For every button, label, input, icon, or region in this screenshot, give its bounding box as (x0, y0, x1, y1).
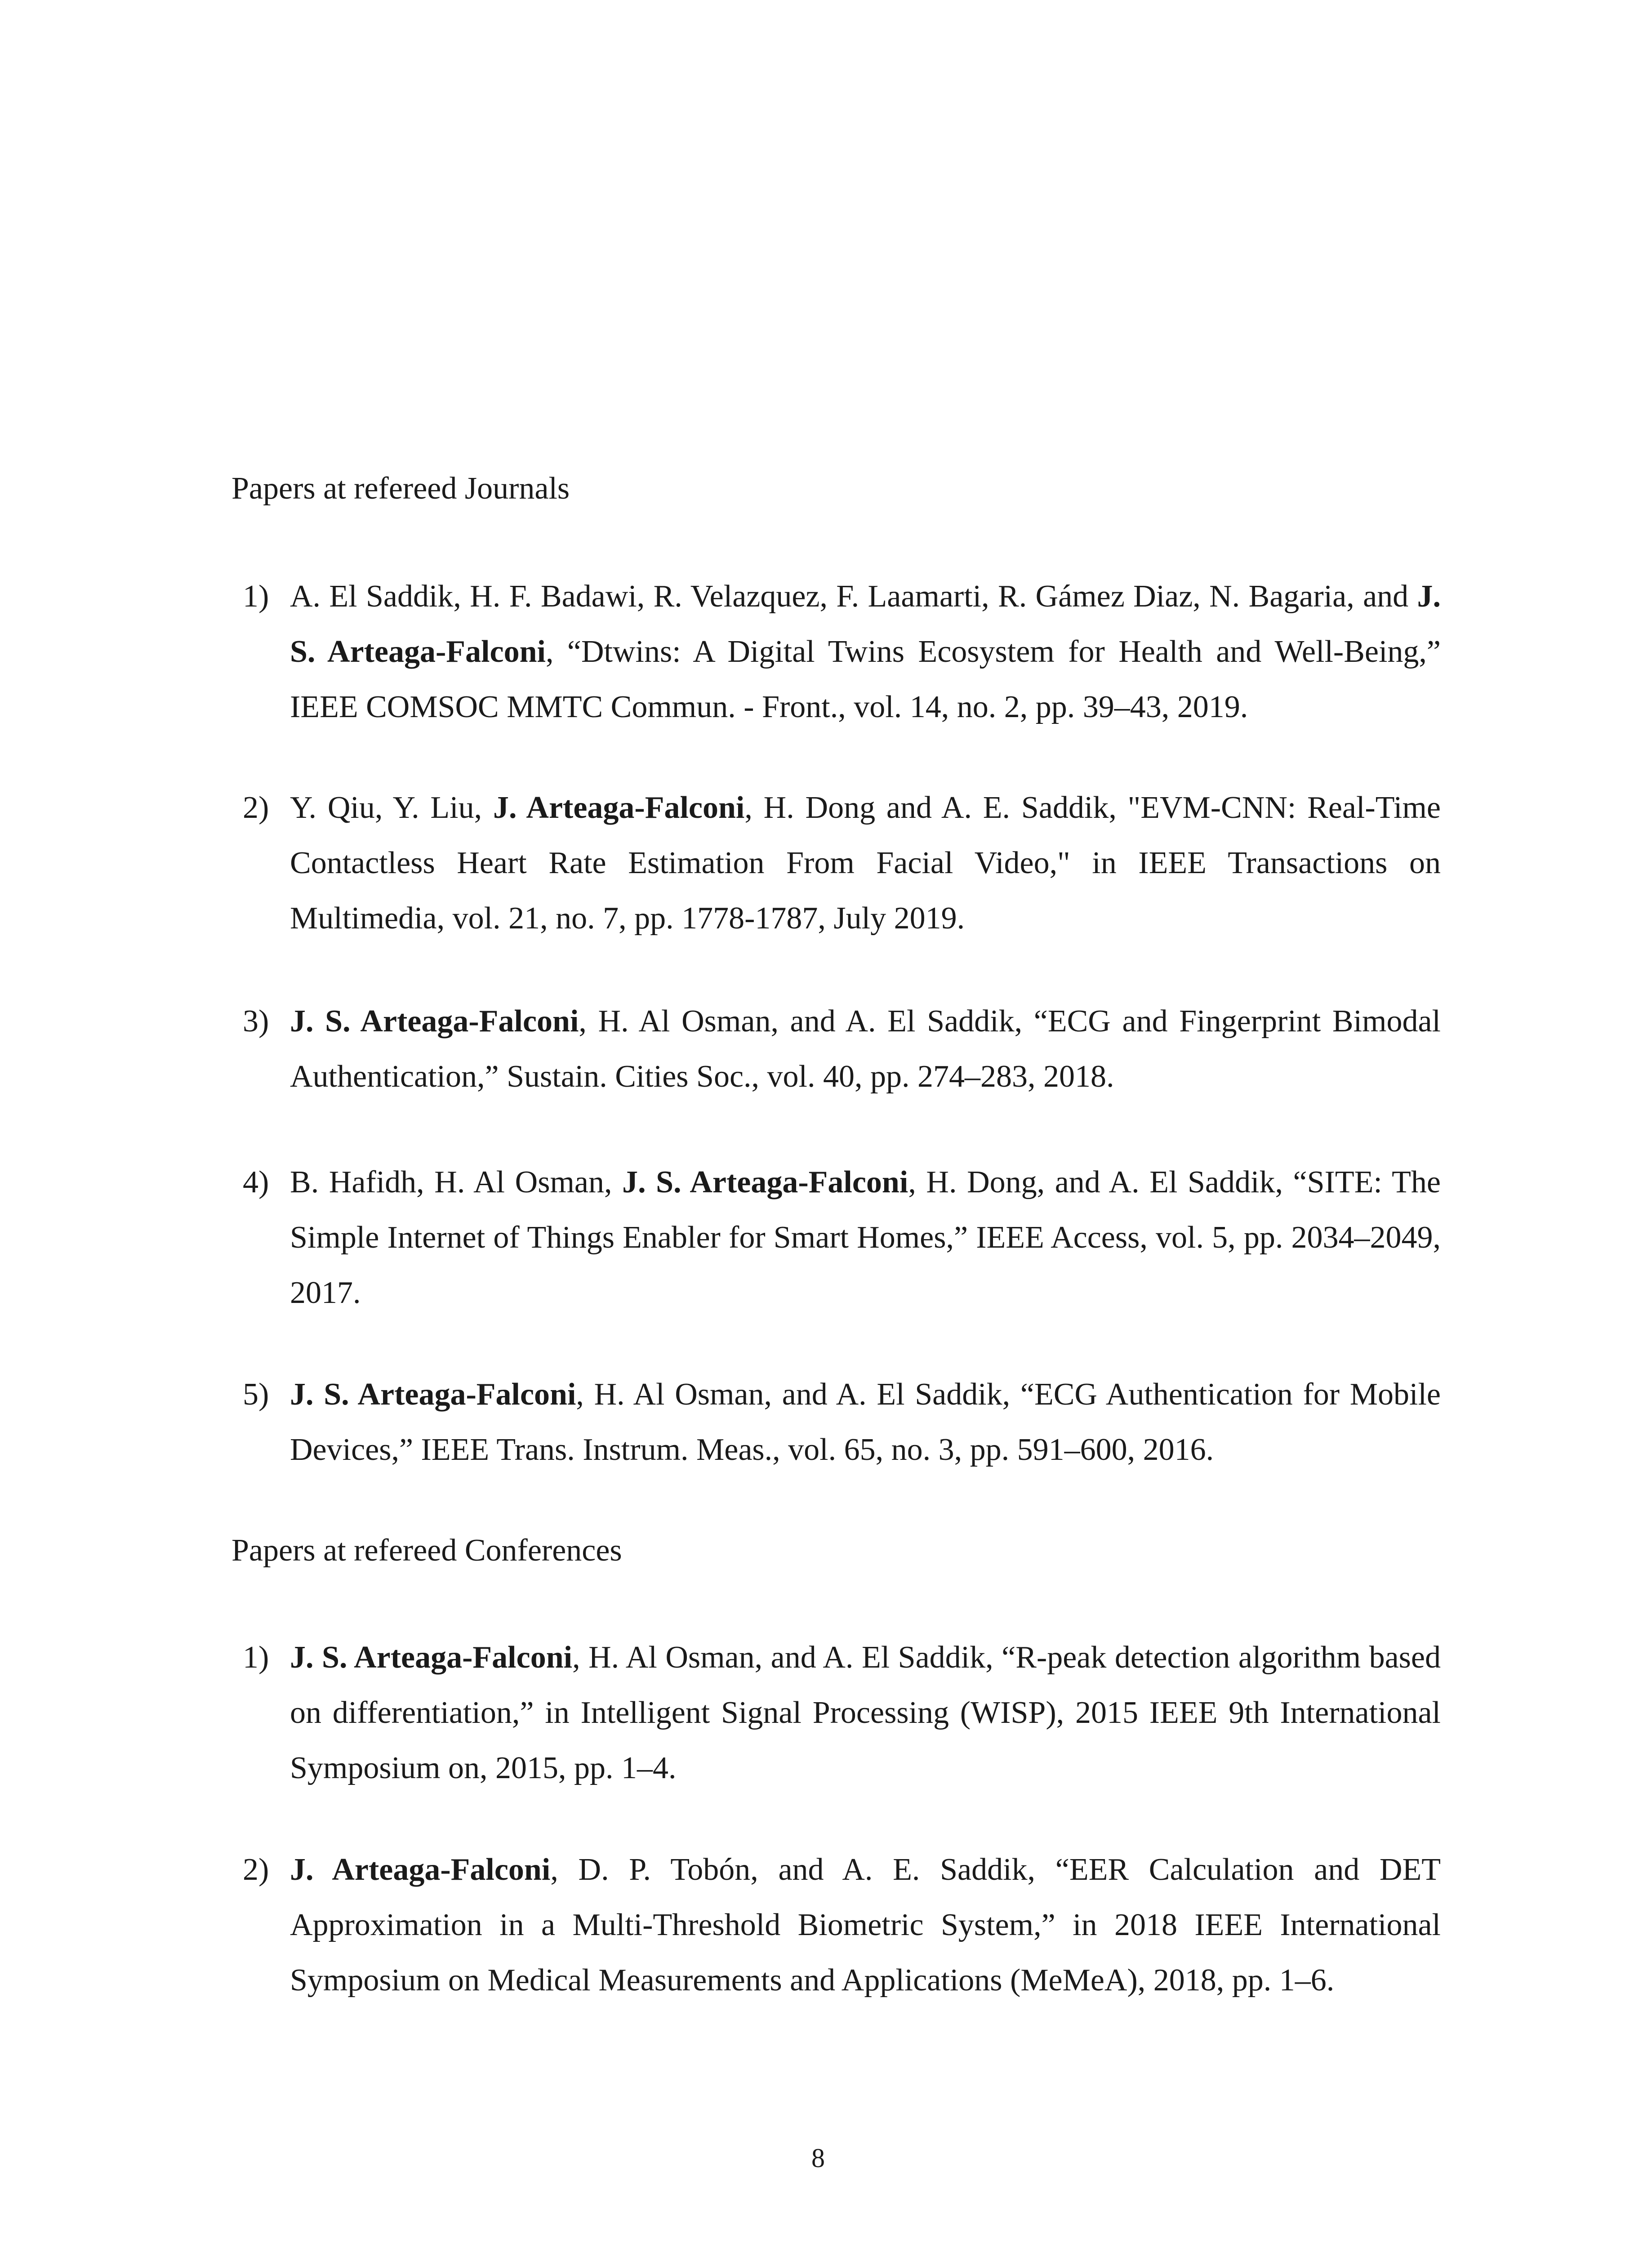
reference-highlighted-author: J. Arteaga-Falconi (493, 790, 745, 825)
reference-number: 4) (243, 1165, 269, 1200)
reference-authors-before: A. El Saddik, H. F. Badawi, R. Velazquez, F. Laamarti, R. Gámez Diaz, N. Bagaria, and (290, 579, 1417, 614)
reference-highlighted-author: J. S. Arteaga-Falconi (290, 579, 1441, 669)
reference-text (290, 569, 1441, 735)
journal-reference-1 (232, 569, 1441, 735)
conference-reference-2 (232, 1842, 1441, 2008)
reference-text (290, 1155, 1441, 1320)
section-heading-journals: Papers at refereed Journals (232, 471, 570, 506)
reference-text (290, 1367, 1441, 1477)
reference-highlighted-author: J. Arteaga-Falconi (290, 1852, 551, 1887)
reference-details: , H. Al Osman, and A. El Saddik, “ECG and Fingerprint Bimodal Authentication,” Sustain. Cities Soc., vol. 40, pp. 274–283, 2018. (290, 1004, 1441, 1094)
reference-details: , D. P. Tobón, and A. E. Saddik, “EER Calculation and DET Approximation in a Multi-Threshold Biometric System,” in 2018 IEEE International Symposium on Medical Measurements and Applications (MeMeA), 2018, pp. 1–6. (290, 1852, 1441, 1998)
reference-number: 2) (243, 1852, 269, 1887)
reference-highlighted-author: J. S. Arteaga-Falconi (290, 1640, 573, 1675)
reference-number: 1) (243, 579, 269, 614)
reference-authors-before: Y. Qiu, Y. Liu, (290, 790, 493, 825)
journal-reference-5 (232, 1367, 1441, 1477)
reference-number: 1) (243, 1640, 269, 1675)
reference-authors-before: B. Hafidh, H. Al Osman, (290, 1165, 623, 1200)
reference-text (290, 994, 1441, 1104)
journal-reference-2 (232, 780, 1441, 946)
journal-reference-4 (232, 1155, 1441, 1320)
reference-details: , H. Dong, and A. El Saddik, “SITE: The Simple Internet of Things Enabler for Smart Homes,” IEEE Access, vol. 5, pp. 2034–2049, 2017. (290, 1165, 1441, 1310)
reference-highlighted-author: J. S. Arteaga-Falconi (290, 1004, 579, 1039)
reference-details: , H. Al Osman, and A. El Saddik, “R-peak detection algorithm based on differentiation,” in Intelligent Signal Processing (WISP), 2015 IEEE 9th International Symposium on, 2015, pp. 1–4. (290, 1640, 1441, 1785)
reference-number: 2) (243, 790, 269, 825)
reference-text (290, 1630, 1441, 1796)
reference-details: , H. Dong and A. E. Saddik, "EVM-CNN: Real-Time Contactless Heart Rate Estimation From Facial Video," in IEEE Transactions on Multimedia, vol. 21, no. 7, pp. 1778-1787, July 2019. (290, 790, 1441, 936)
reference-text (290, 1842, 1441, 2008)
journal-reference-3 (232, 994, 1441, 1104)
reference-highlighted-author: J. S. Arteaga-Falconi (622, 1165, 908, 1200)
reference-details: , “Dtwins: A Digital Twins Ecosystem for Health and Well-Being,” IEEE COMSOC MMTC Commun. - Front., vol. 14, no. 2, pp. 39–43, 2019. (290, 634, 1441, 724)
section-heading-conferences: Papers at refereed Conferences (232, 1533, 622, 1568)
conference-reference-1 (232, 1630, 1441, 1796)
page-number: 8 (811, 2143, 825, 2173)
reference-details: , H. Al Osman, and A. El Saddik, “ECG Authentication for Mobile Devices,” IEEE Trans. Instrum. Meas., vol. 65, no. 3, pp. 591–600, 2016. (290, 1377, 1441, 1467)
reference-highlighted-author: J. S. Arteaga-Falconi (290, 1377, 576, 1412)
reference-number: 5) (243, 1377, 269, 1412)
reference-text (290, 780, 1441, 946)
reference-number: 3) (243, 1004, 269, 1039)
